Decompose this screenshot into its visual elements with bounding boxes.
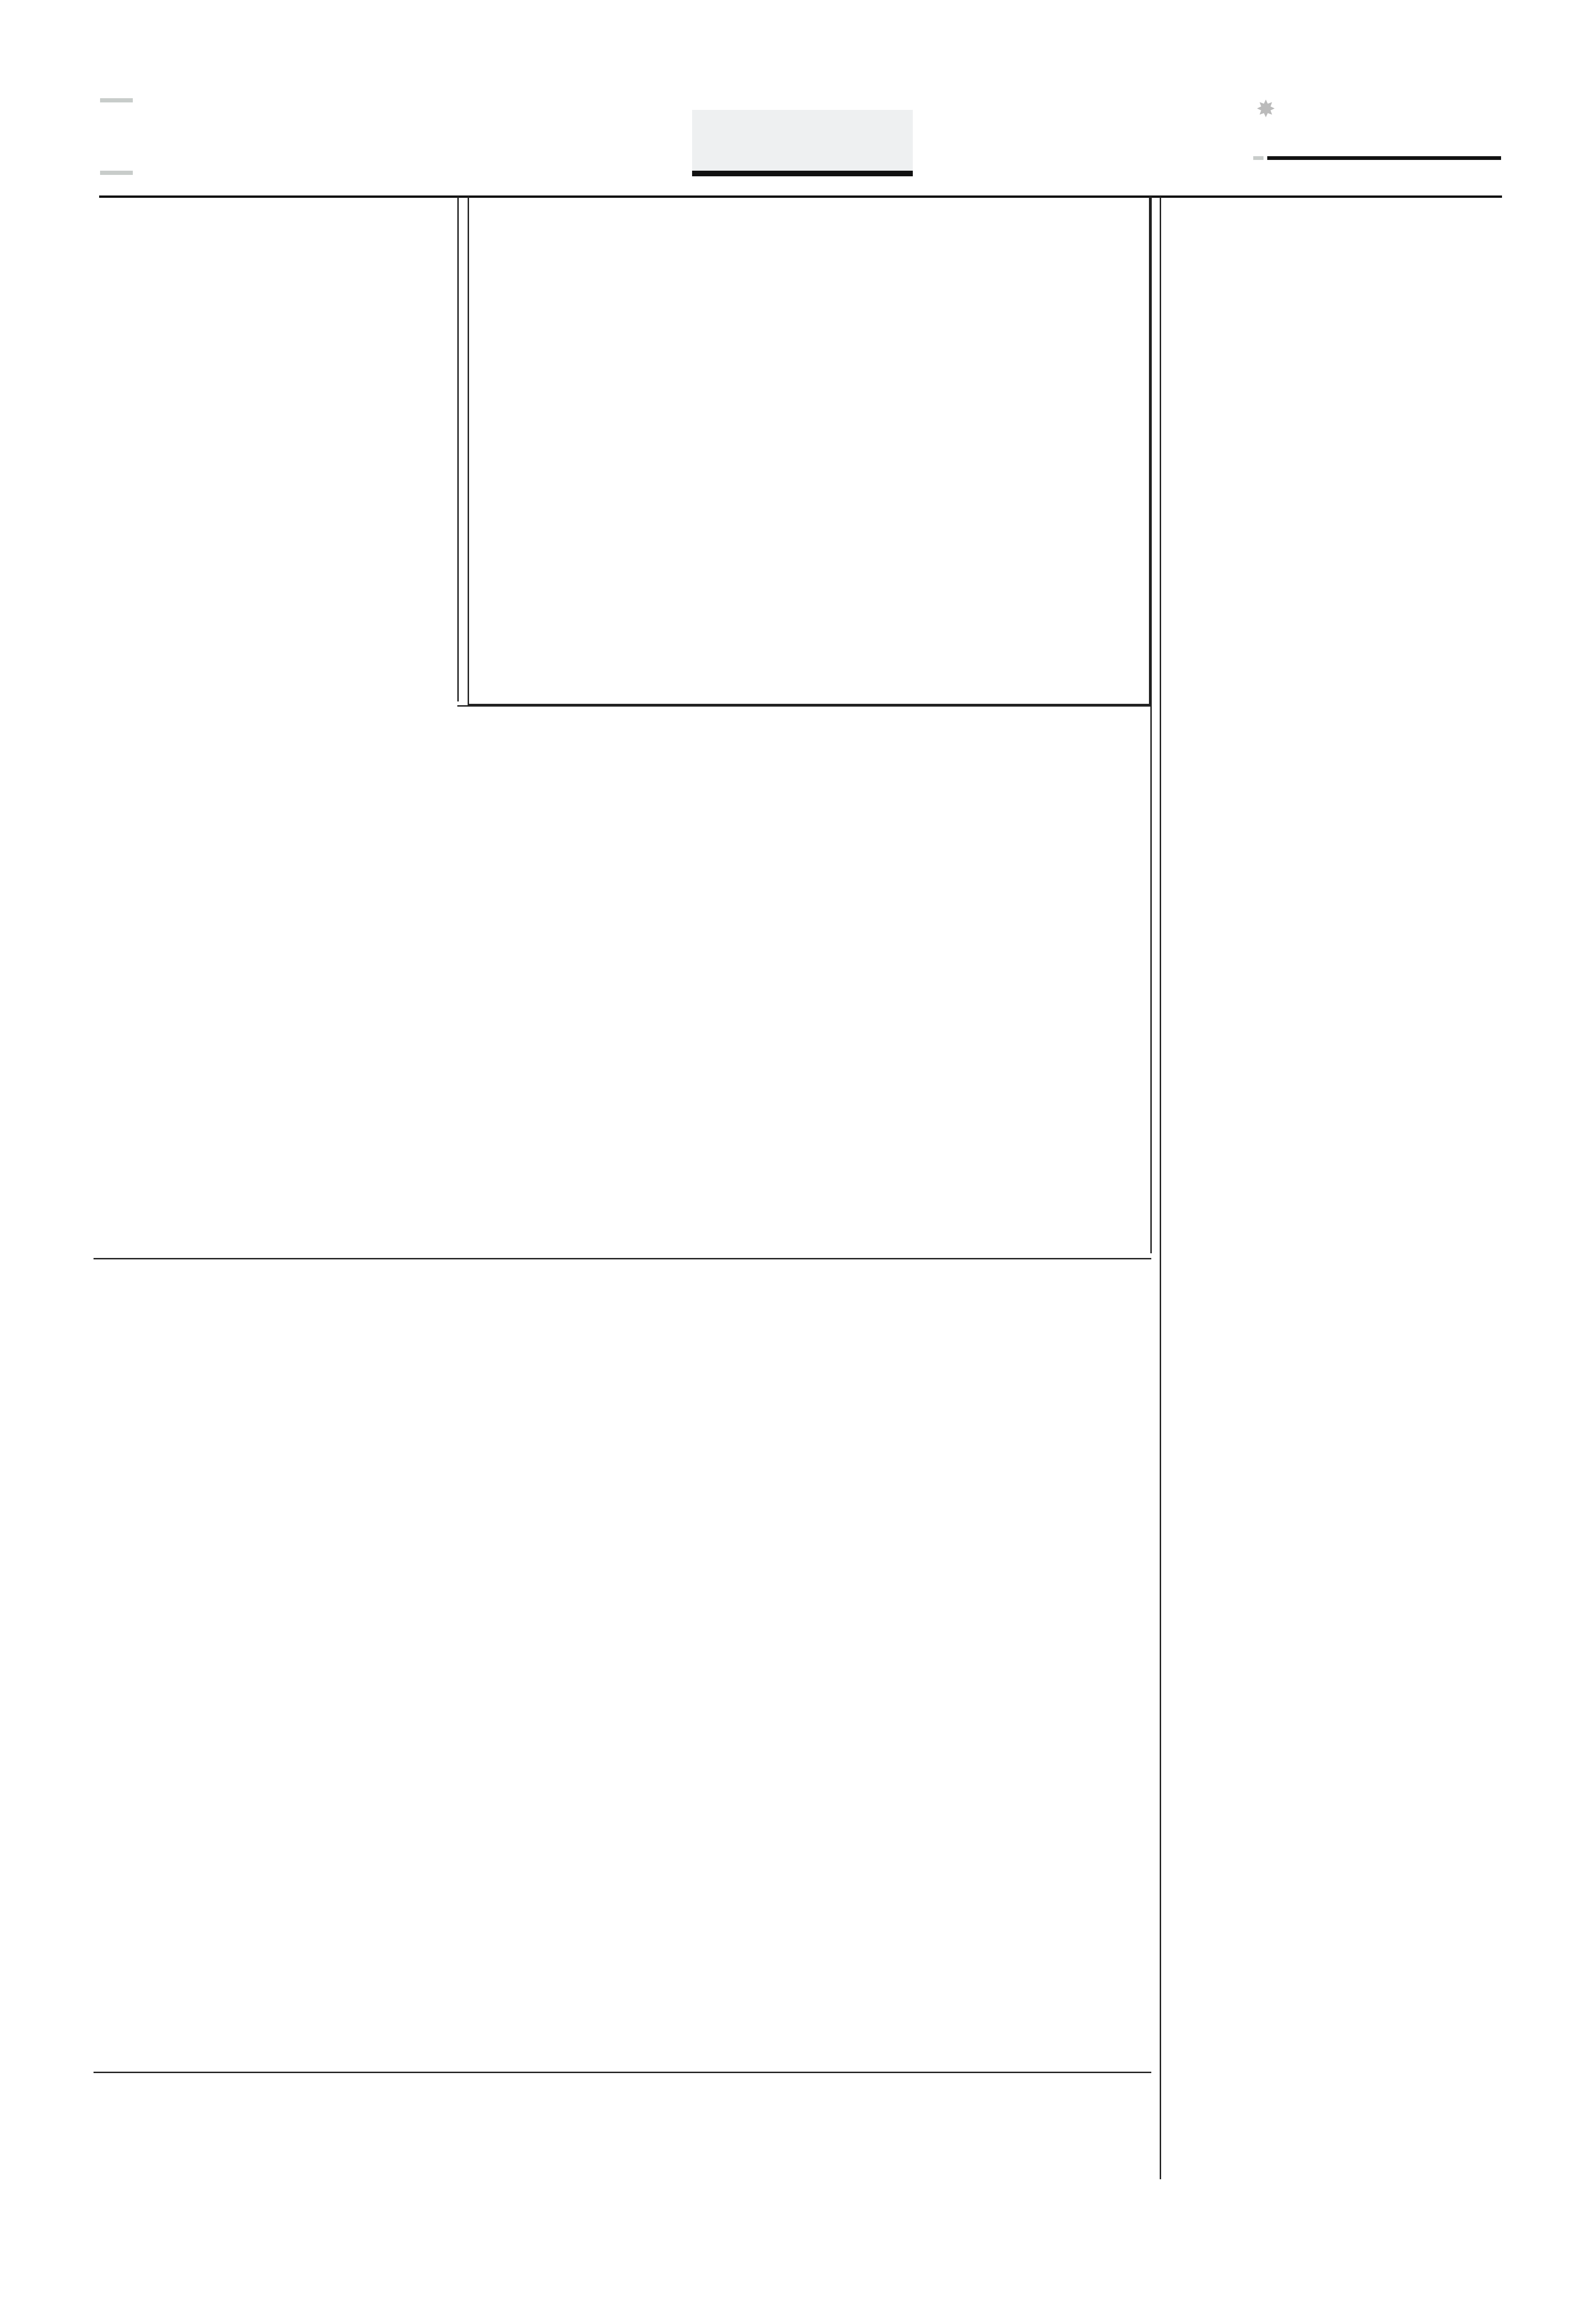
photo-frame bbox=[468, 196, 1150, 705]
section-divider bbox=[94, 1258, 1151, 1259]
column-divider bbox=[457, 196, 459, 701]
column-divider bbox=[1160, 196, 1161, 2179]
photo-frame-bottom bbox=[457, 705, 1150, 707]
page-number-bar-top bbox=[100, 98, 133, 102]
sun-ray-icon: ✸ bbox=[1256, 95, 1276, 123]
footer-divider bbox=[94, 2072, 1151, 2073]
masthead-rule-grey bbox=[1253, 156, 1264, 160]
page-number-bar-bottom bbox=[100, 171, 133, 175]
masthead-rule bbox=[1267, 156, 1501, 160]
column-divider bbox=[1150, 196, 1152, 1253]
section-label bbox=[692, 110, 913, 176]
masthead-logo bbox=[1253, 95, 1501, 164]
